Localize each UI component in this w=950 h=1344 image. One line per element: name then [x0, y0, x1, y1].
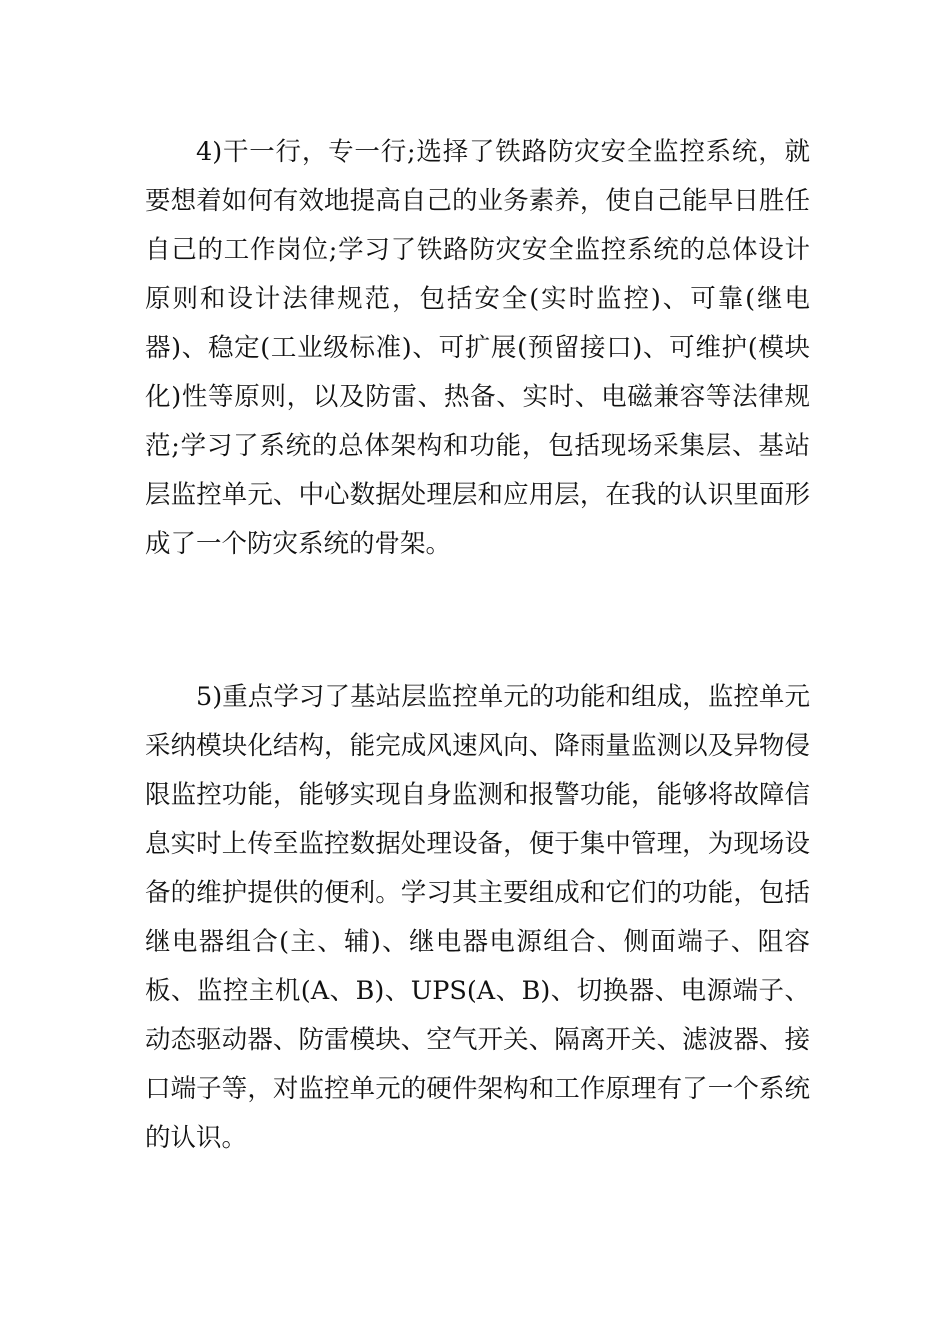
paragraph-4: 4)干一行，专一行;选择了铁路防灾安全监控系统，就要想着如何有效地提高自己的业务素养，使自己能早日胜任自己的工作岗位;学习了铁路防灾安全监控系统的总体设计原则和设计法律规范，包括安全(实时监控)、可靠(继电器)、稳定(工业级标准)、可扩展(预留接口)、可维护(模块化)性等原则，以及防雷、热备、实时、电磁兼容等法律规范;学习了系统的总体架构和功能，包括现场采集层、基站层监控单元、中心数据处理层和应用层，在我的认识里面形成了一个防灾系统的骨架。	[145, 137, 810, 559]
paragraph-5: 5)重点学习了基站层监控单元的功能和组成，监控单元采纳模块化结构，能完成风速风向、降雨量监测以及异物侵限监控功能，能够实现自身监测和报警功能，能够将故障信息实时上传至监控数据处理设备，便于集中管理，为现场设备的维护提供的便利。学习其主要组成和它们的功能，包括继电器组合(主、辅)、继电器电源组合、侧面端子、阻容板、监控主机(A、B)、UPS(A、B)、切换器、电源端子、动态驱动器、防雷模块、空气开关、隔离开关、滤波器、接口端子等，对监控单元的硬件架构和工作原理有了一个系统的认识。	[145, 682, 810, 1153]
